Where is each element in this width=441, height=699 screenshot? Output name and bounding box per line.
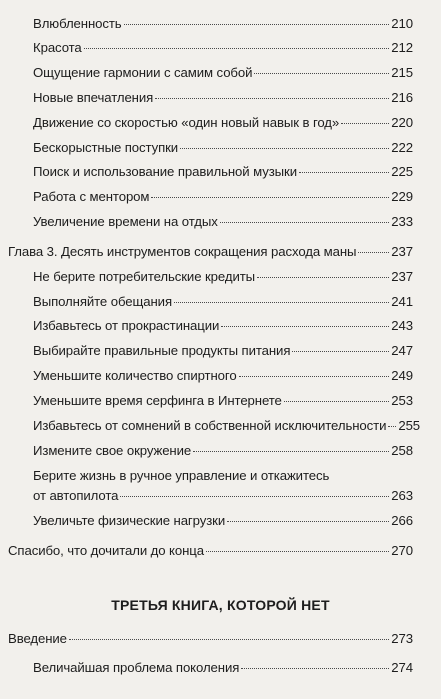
toc-entry-title: Избавьтесь от сомнений в собственной исключительности xyxy=(33,418,387,433)
dot-leader xyxy=(174,302,389,303)
dot-leader xyxy=(284,401,390,402)
dot-leader xyxy=(388,426,396,427)
toc-entry-title: Введение xyxy=(8,631,67,646)
dot-leader xyxy=(120,496,389,497)
toc-entry xyxy=(33,65,413,81)
toc-entry-page: 237 xyxy=(391,244,413,259)
toc-entry-page: 270 xyxy=(391,543,413,558)
toc-entry-title: Ощущение гармонии с самим собой xyxy=(33,65,253,80)
dot-leader xyxy=(257,277,389,278)
toc-entry xyxy=(33,269,413,285)
toc-chapter-entry xyxy=(8,631,413,647)
toc-entry-title: Величайшая проблема поколения xyxy=(33,660,240,675)
toc-entry-title: Работа с ментором xyxy=(33,189,150,204)
toc-entry xyxy=(33,660,413,676)
toc-entry-page: 249 xyxy=(391,368,413,383)
toc-entry-title: Глава 3. Десять инструментов сокращения расхода маны xyxy=(8,244,357,259)
dot-leader xyxy=(292,351,389,352)
toc-entry xyxy=(33,343,413,359)
toc-entry xyxy=(33,368,413,384)
section-heading: ТРЕТЬЯ КНИГА, КОТОРОЙ НЕТ xyxy=(111,597,330,613)
dot-leader xyxy=(84,48,390,49)
dot-leader xyxy=(206,551,389,552)
toc-entry-title: Увеличение времени на отдых xyxy=(33,214,218,229)
toc-entry xyxy=(33,294,413,310)
toc-entry-page: 243 xyxy=(391,318,413,333)
dot-leader xyxy=(227,521,389,522)
toc-entry-page: 274 xyxy=(391,660,413,675)
toc-entry-title: Новые впечатления xyxy=(33,90,154,105)
toc-entry xyxy=(33,140,413,156)
toc-entry xyxy=(33,16,413,32)
toc-entry-title: Уменьшите время серфинга в Интернете xyxy=(33,393,282,408)
toc-entry-page: 253 xyxy=(391,393,413,408)
toc-entry-title: Увеличьте физические нагрузки xyxy=(33,513,226,528)
toc-entry-page: 212 xyxy=(391,40,413,55)
toc-entry xyxy=(33,488,413,504)
toc-entry-page: 241 xyxy=(391,294,413,309)
toc-entry xyxy=(33,164,413,180)
toc-entry-page: 233 xyxy=(391,214,413,229)
toc-entry xyxy=(33,318,413,334)
toc-entry-title: Движение со скоростью «один новый навык в год» xyxy=(33,115,340,130)
dot-leader xyxy=(220,222,390,223)
toc-entry-title: Выполняйте обещания xyxy=(33,294,172,309)
toc-entry-title: Красота xyxy=(33,40,82,55)
dot-leader xyxy=(239,376,390,377)
toc-entry xyxy=(33,115,413,131)
toc-entry-page: 255 xyxy=(398,418,421,433)
toc-entry-page: 263 xyxy=(391,488,413,503)
toc-entry xyxy=(33,90,413,106)
dot-leader xyxy=(299,172,389,173)
toc-entry-page: 222 xyxy=(391,140,413,155)
dot-leader xyxy=(254,73,389,74)
dot-leader xyxy=(151,197,389,198)
toc-entry xyxy=(33,418,421,434)
dot-leader xyxy=(180,148,389,149)
toc-entry-page: 216 xyxy=(391,90,413,105)
toc-entry-page: 220 xyxy=(391,115,413,130)
toc-entry-page: 258 xyxy=(391,443,413,458)
toc-entry-title: Влюбленность xyxy=(33,16,122,31)
toc-entry-page: 225 xyxy=(391,164,413,179)
toc-entry-page: 237 xyxy=(391,269,413,284)
dot-leader xyxy=(155,98,389,99)
toc-entry-wrapped-first-line: Берите жизнь в ручное управление и откажитесь xyxy=(33,468,330,483)
toc-entry xyxy=(33,40,413,56)
toc-entry-page: 266 xyxy=(391,513,413,528)
dot-leader xyxy=(193,451,389,452)
toc-entry xyxy=(33,189,413,205)
toc-entry xyxy=(33,513,413,529)
toc-entry xyxy=(33,393,413,409)
dot-leader xyxy=(124,24,390,25)
toc-chapter-entry xyxy=(8,244,413,260)
toc-entry-title: Поиск и использование правильной музыки xyxy=(33,164,297,179)
toc-entry-title: Бескорыстные поступки xyxy=(33,140,179,155)
toc-entry-title: Не берите потребительские кредиты xyxy=(33,269,256,284)
toc-entry-page: 229 xyxy=(391,189,413,204)
toc-entry-title: Избавьтесь от прокрастинации xyxy=(33,318,220,333)
toc-entry-page: 215 xyxy=(391,65,413,80)
dot-leader xyxy=(358,252,389,253)
toc-entry-title: Выбирайте правильные продукты питания xyxy=(33,343,291,358)
dot-leader xyxy=(221,326,389,327)
toc-entry-title: Уменьшите количество спиртного xyxy=(33,368,237,383)
dot-leader xyxy=(241,668,389,669)
toc-entry-page: 273 xyxy=(391,631,413,646)
dot-leader xyxy=(69,639,389,640)
dot-leader xyxy=(341,123,389,124)
toc-chapter-entry xyxy=(8,543,413,559)
toc-entry-title: Измените свое окружение xyxy=(33,443,192,458)
toc-entry xyxy=(33,214,413,230)
toc-entry-page: 247 xyxy=(391,343,413,358)
toc-entry-page: 210 xyxy=(391,16,413,31)
toc-entry xyxy=(33,443,413,459)
toc-entry-title: Спасибо, что дочитали до конца xyxy=(8,543,204,558)
toc-entry-title: от автопилота xyxy=(33,488,119,503)
